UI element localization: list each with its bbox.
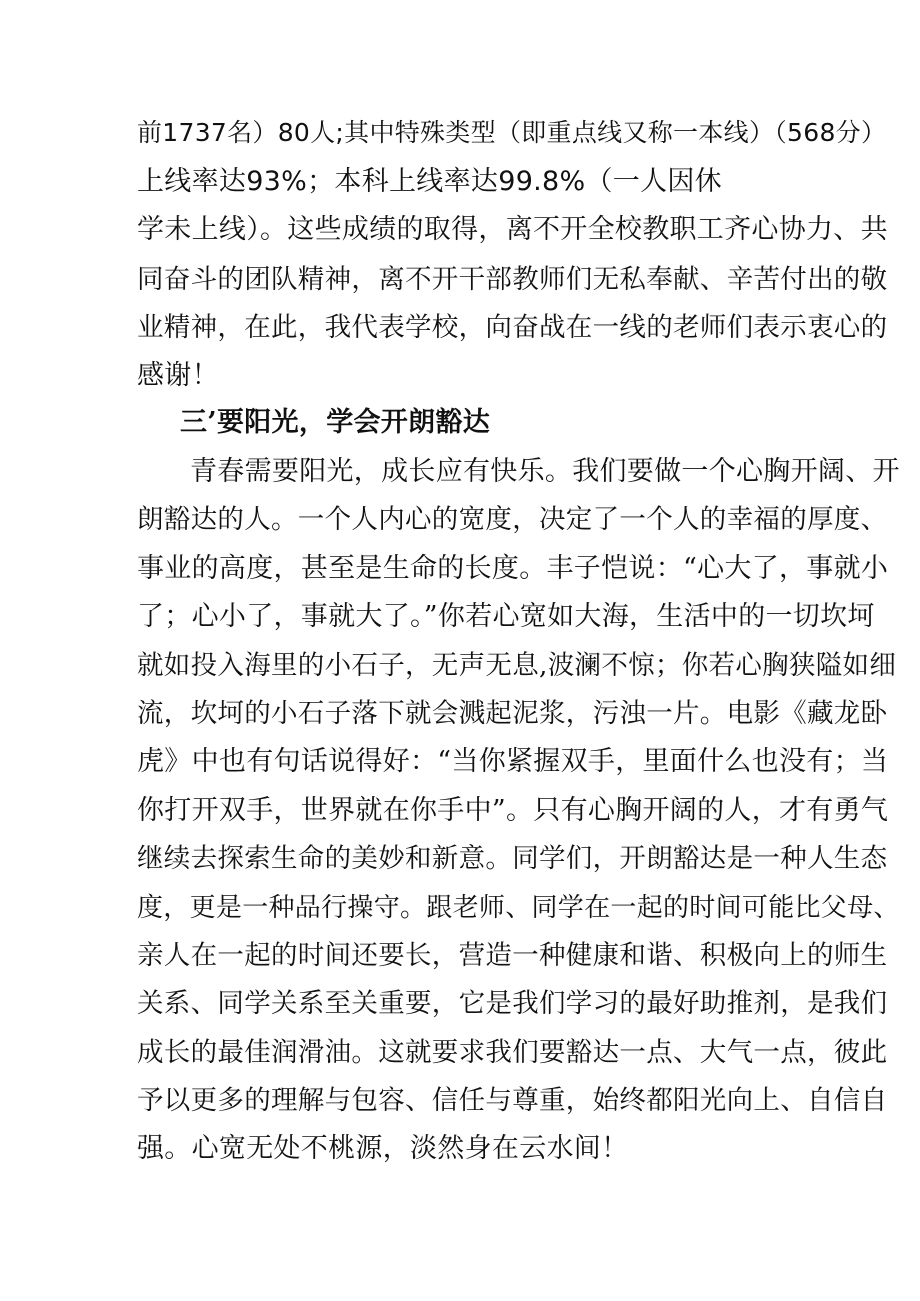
text-line: 业精神，在此，我代表学校，向奋战在一线的老师们表示衷心的 <box>137 312 888 343</box>
paragraph-line: 度，更是一种品行操守。跟老师、同学在一起的时间可能比父母、 <box>137 893 900 923</box>
paragraph-line: 朗豁达的人。一个人内心的宽度，决定了一个人的幸福的厚度、 <box>137 504 888 535</box>
paragraph-line: 青春需要阳光，成长应有快乐。我们要做一个心胸开阔、开 <box>190 456 900 487</box>
paragraph-line: 继续去探索生命的美妙和新意。同学们，开朗豁达是一种人生态 <box>137 843 888 874</box>
text-line: 感谢！ <box>137 360 219 391</box>
text-line: 学未上线）。这些成绩的取得，离不开全校教职工齐心协力、共 <box>137 214 888 245</box>
paragraph-line: 强。心宽无处不桃源，淡然身在云水间！ <box>137 1133 629 1164</box>
text-line: 前1737名）80人;其中特殊类型（即重点线又称一本线）（568分） <box>137 118 887 147</box>
paragraph-line: 事业的高度，甚至是生命的长度。丰子恺说：“心大了，事就小 <box>137 553 889 584</box>
paragraph-line: 流，坎坷的小石子落下就会溅起泥浆，污浊一片。电影《藏龙卧 <box>137 698 888 729</box>
paragraph-line: 关系、同学关系至关重要，它是我们学习的最好助推剂，是我们 <box>137 988 888 1019</box>
paragraph-line: 就如投入海里的小石子，无声无息,波澜不惊；你若心胸狭隘如细 <box>137 650 897 681</box>
text-line: 上线率达93%；本科上线率达99.8%（一人因休 <box>137 166 722 197</box>
paragraph-line: 你打开双手，世界就在你手中”。只有心胸开阔的人，才有勇气 <box>137 795 889 826</box>
section-heading: 三’要阳光，学会开朗豁达 <box>180 407 490 438</box>
paragraph-line: 成长的最佳润滑油。这就要求我们要豁达一点、大气一点，彼此 <box>137 1037 888 1068</box>
paragraph-line: 虎》中也有句话说得好：“当你紧握双手，里面什么也没有；当 <box>137 746 889 777</box>
paragraph-line: 了；心小了，事就大了。”你若心宽如大海，生活中的一切坎坷 <box>137 601 875 632</box>
paragraph-line: 亲人在一起的时间还要长，营造一种健康和谐、积极向上的师生 <box>137 940 888 971</box>
text-line: 同奋斗的团队精神，离不开干部教师们无私奉献、辛苦付出的敬 <box>137 264 888 295</box>
paragraph-line: 予以更多的理解与包容、信任与尊重，始终都阳光向上、自信自 <box>137 1085 888 1116</box>
